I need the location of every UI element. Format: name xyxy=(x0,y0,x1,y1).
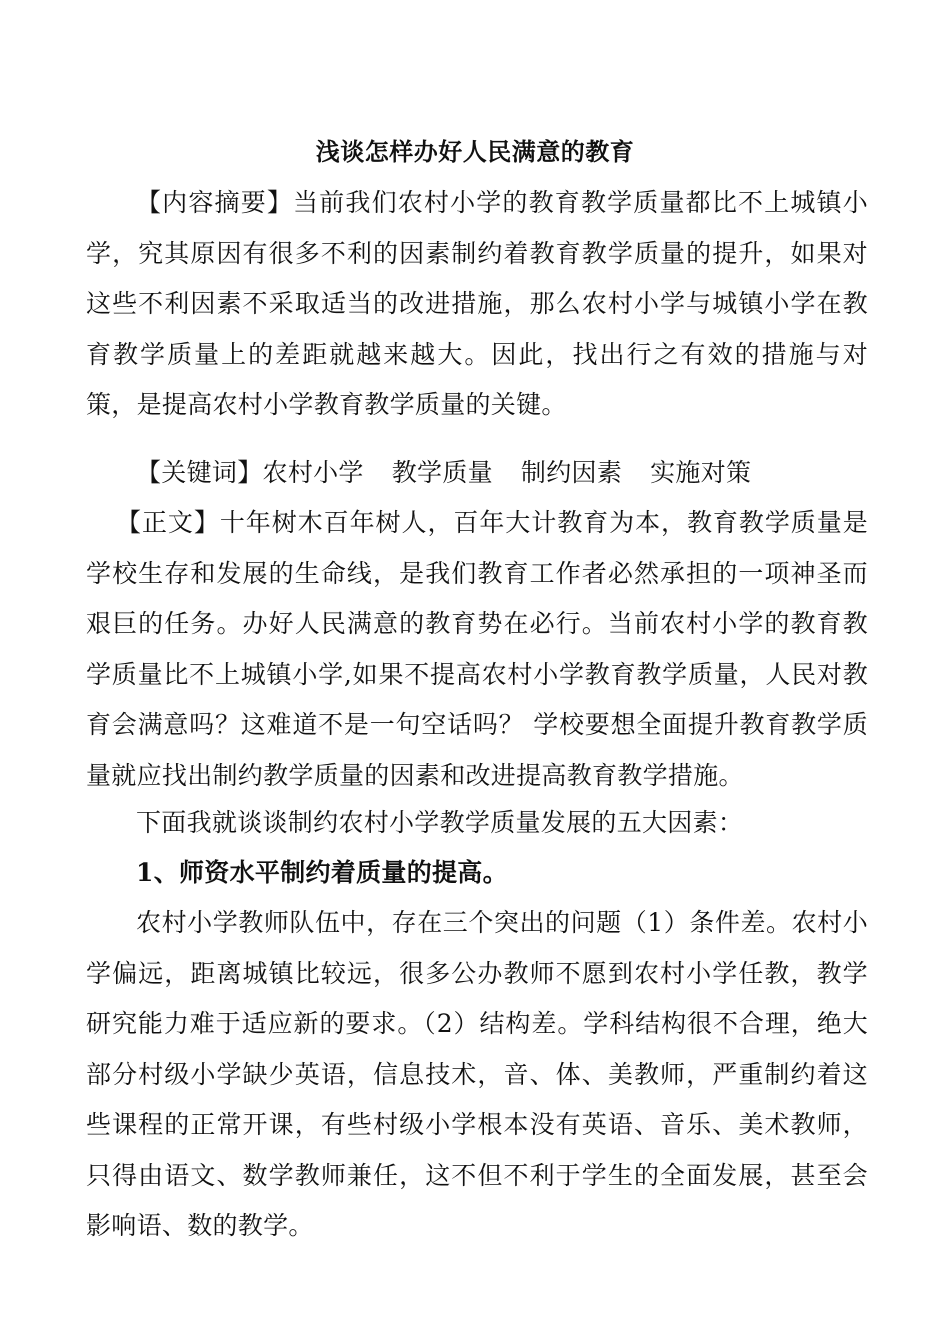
keyword-item: 教学质量 xyxy=(391,458,493,487)
body-intro-paragraph: 【正文】十年树木百年树人，百年大计教育为本，教育教学质量是学校生存和发展的生命线，是我们教育工作者必然承担的一项神圣而艰巨的任务。办好人民满意的教育势在必行。当前农村小学的教育教学质量比不上城镇小学,如果不提高农村小学教育教学质量，人民对教育会满意吗？这难道不是一句空话吗？ 学校要想全面提升教育教学质量就应找出制约教学质量的因素和改进提高教育教学措施。 xyxy=(86,508,868,790)
keyword-item: 制约因素 xyxy=(520,458,623,487)
section-heading: 1、师资水平制约着质量的提高。 xyxy=(136,858,508,887)
keywords-line xyxy=(86,448,868,499)
keywords-label: 【关键词】 xyxy=(136,458,263,487)
abstract-paragraph: 【内容摘要】当前我们农村小学的教育教学质量都比不上城镇小学，究其原因有很多不利的因素制约着教育教学质量的提升，如果对这些不利因素不采取适当的改进措施，那么农村小学与城镇小学在教育教学质量上的差距就越来越大。因此，找出行之有效的措施与对策，是提高农村小学教育教学质量的关键。 xyxy=(86,188,868,419)
keyword-item: 农村小学 xyxy=(262,458,364,487)
section1-paragraph: 农村小学教师队伍中，存在三个突出的问题（1）条件差。农村小学偏远，距离城镇比较远，很多公办教师不愿到农村小学任教，教学研究能力难于适应新的要求。（2）结构差。学科结构很不合理，绝大部分村级小学缺少英语，信息技术，音、体、美教师，严重制约着这些课程的正常开课，有些村级小学根本没有英语、音乐、美术教师，只得由语文、数学教师兼任，这不但不利于学生的全面发展，甚至会影响语、数的教学。 xyxy=(86,908,868,1240)
keyword-item: 实施对策 xyxy=(650,458,752,487)
document-title: 浅谈怎样办好人民满意的教育 xyxy=(315,137,635,166)
factors-intro-paragraph: 下面我就谈谈制约农村小学教学质量发展的五大因素： xyxy=(136,808,744,837)
